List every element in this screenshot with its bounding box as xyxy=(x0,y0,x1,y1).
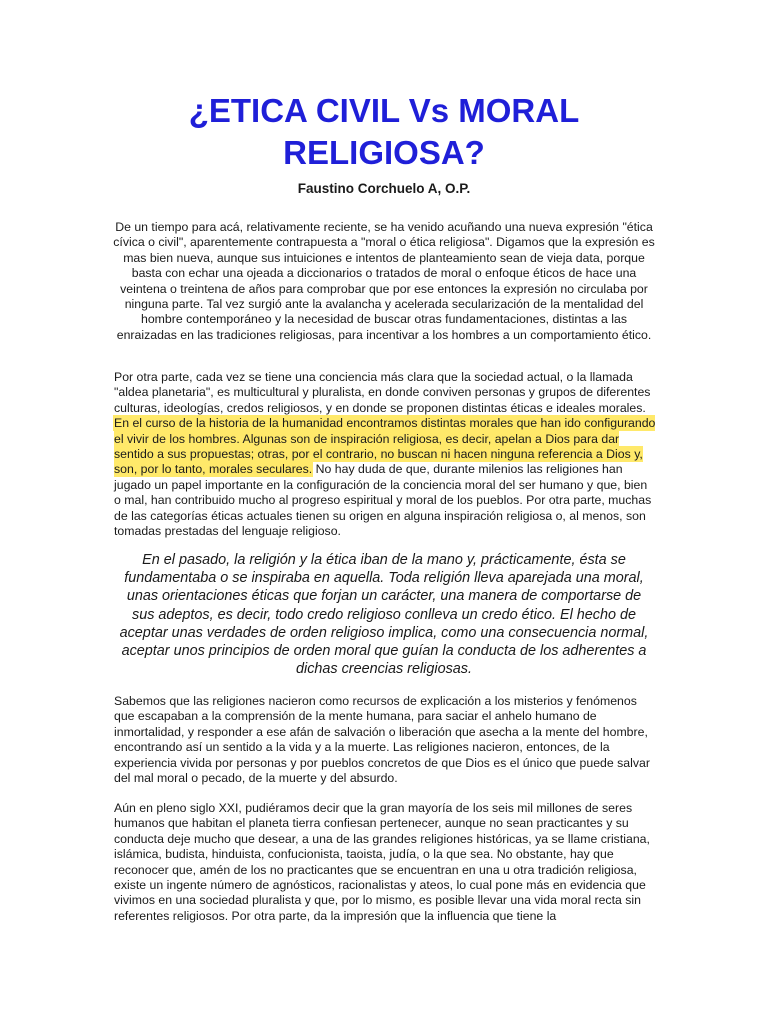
document-author: Faustino Corchuelo A, O.P. xyxy=(297,181,471,196)
document-title: ¿ETICA CIVIL Vs MORAL RELIGIOSA? xyxy=(188,92,580,171)
paragraph-pluralism-text-after: No hay duda de que, durante milenios las religiones han jugado un papel importante en la configuración de la conciencia moral del ser humano y que, bien o mal, han contribuido mucho al progreso espiritual y moral de los pueblos. Por otra parte, muchas de las categorías éticas actuales tienen su origen en alguna inspiración religiosa o, al menos, son tomadas prestadas del lenguaje religioso. xyxy=(114,462,652,539)
highlighted-text: En el curso de la historia de la humanidad encontramos distintas morales que han ido configurando el vivir de los hombres. Algunas son de inspiración religiosa, es decir, apelan a Dios para dar sentido a sus propuestas; otras, por el contrario, no buscan ni hacen ninguna referencia a Dios y, son, por lo tanto, morales seculares. xyxy=(114,416,656,477)
block-quote: En el pasado, la religión y la ética iban de la mano y, prácticamente, ésta se fundamentaba o se inspiraba en aquella. Toda religión lleva aparejada una moral, unas orientaciones éticas que forjan un carácter, una manera de comportarse de sus adeptos, es decir, todo credo religioso conlleva un credo ético. El hecho de aceptar unas verdades de orden religioso implica, como una consecuencia normal, aceptar unos principios de orden moral que guían la conducta de los adherentes a dichas creencias religiosas. xyxy=(119,552,649,678)
paragraph-origins: Sabemos que las religiones nacieron como recursos de explicación a los misterios y fenómenos que escapaban a la comprensión de la mente humana, para saciar el anhelo humano de inmortalidad, y responder a ese afán de salvación o liberación que asecha a la mente del hombre, encontrando así un sentido a la vida y a la muerte. Las religiones nacieron, entonces, de la experiencia vivida por personas y por pueblos concretos de que Dios es el único que puede salvar del mal moral o pecado, de la muerte y del absurdo. xyxy=(114,694,650,786)
paragraph-pluralism xyxy=(114,370,656,539)
paragraph-xxi-century: Aún en pleno siglo XXI, pudiéramos decir que la gran mayoría de los seis mil millones de seres humanos que habitan el planeta tierra confiesan pertenecer, aunque no sean practicantes y su conducta deje mucho que desear, a una de las grandes religiones históricas, ya se llame cristiana, islámica, budista, hinduista, confucionista, taoista, judía, o la que sea. No obstante, hay que reconocer que, amén de los no practicantes que se encuentran en una u otra tradición religiosa, existe un ingente número de agnósticos, racionalistas y ateos, lo cual pone más en evidencia que vivimos en una sociedad pluralista y que, por lo mismo, es posible llevar una vida moral recta sin referentes religiosos. Por otra parte, da la impresión que la influencia que tiene la xyxy=(114,801,650,923)
paragraph-intro: De un tiempo para acá, relativamente reciente, se ha venido acuñando una nueva expresión "ética cívica o civil", aparentemente contrapuesta a "moral o ética religiosa". Digamos que la expresión es mas bien nueva, aunque sus intuiciones e intentos de planteamiento sean de vieja data, porque basta con echar una ojeada a diccionarios o tratados de moral o enfoque éticos de hace una veintena o treintena de años para comprobar que por ese entonces la expresión no circulaba por ninguna parte. Tal vez surgió ante la avalancha y acelerada secularización de la mentalidad del hombre contemporáneo y la necesidad de buscar otras fundamentaciones, distintas a las enraizadas en las tradiciones religiosas, para incentivar a los hombres a un comportamiento ético. xyxy=(113,220,655,342)
paragraph-pluralism-text-before: Por otra parte, cada vez se tiene una conciencia más clara que la sociedad actual, o la llamada "aldea planetaria", es multicultural y pluralista, en donde conviven personas y grupos de diferentes culturas, ideologías, credos religiosos, y en donde se proponen distintas éticas e ideales morales. xyxy=(114,370,651,415)
